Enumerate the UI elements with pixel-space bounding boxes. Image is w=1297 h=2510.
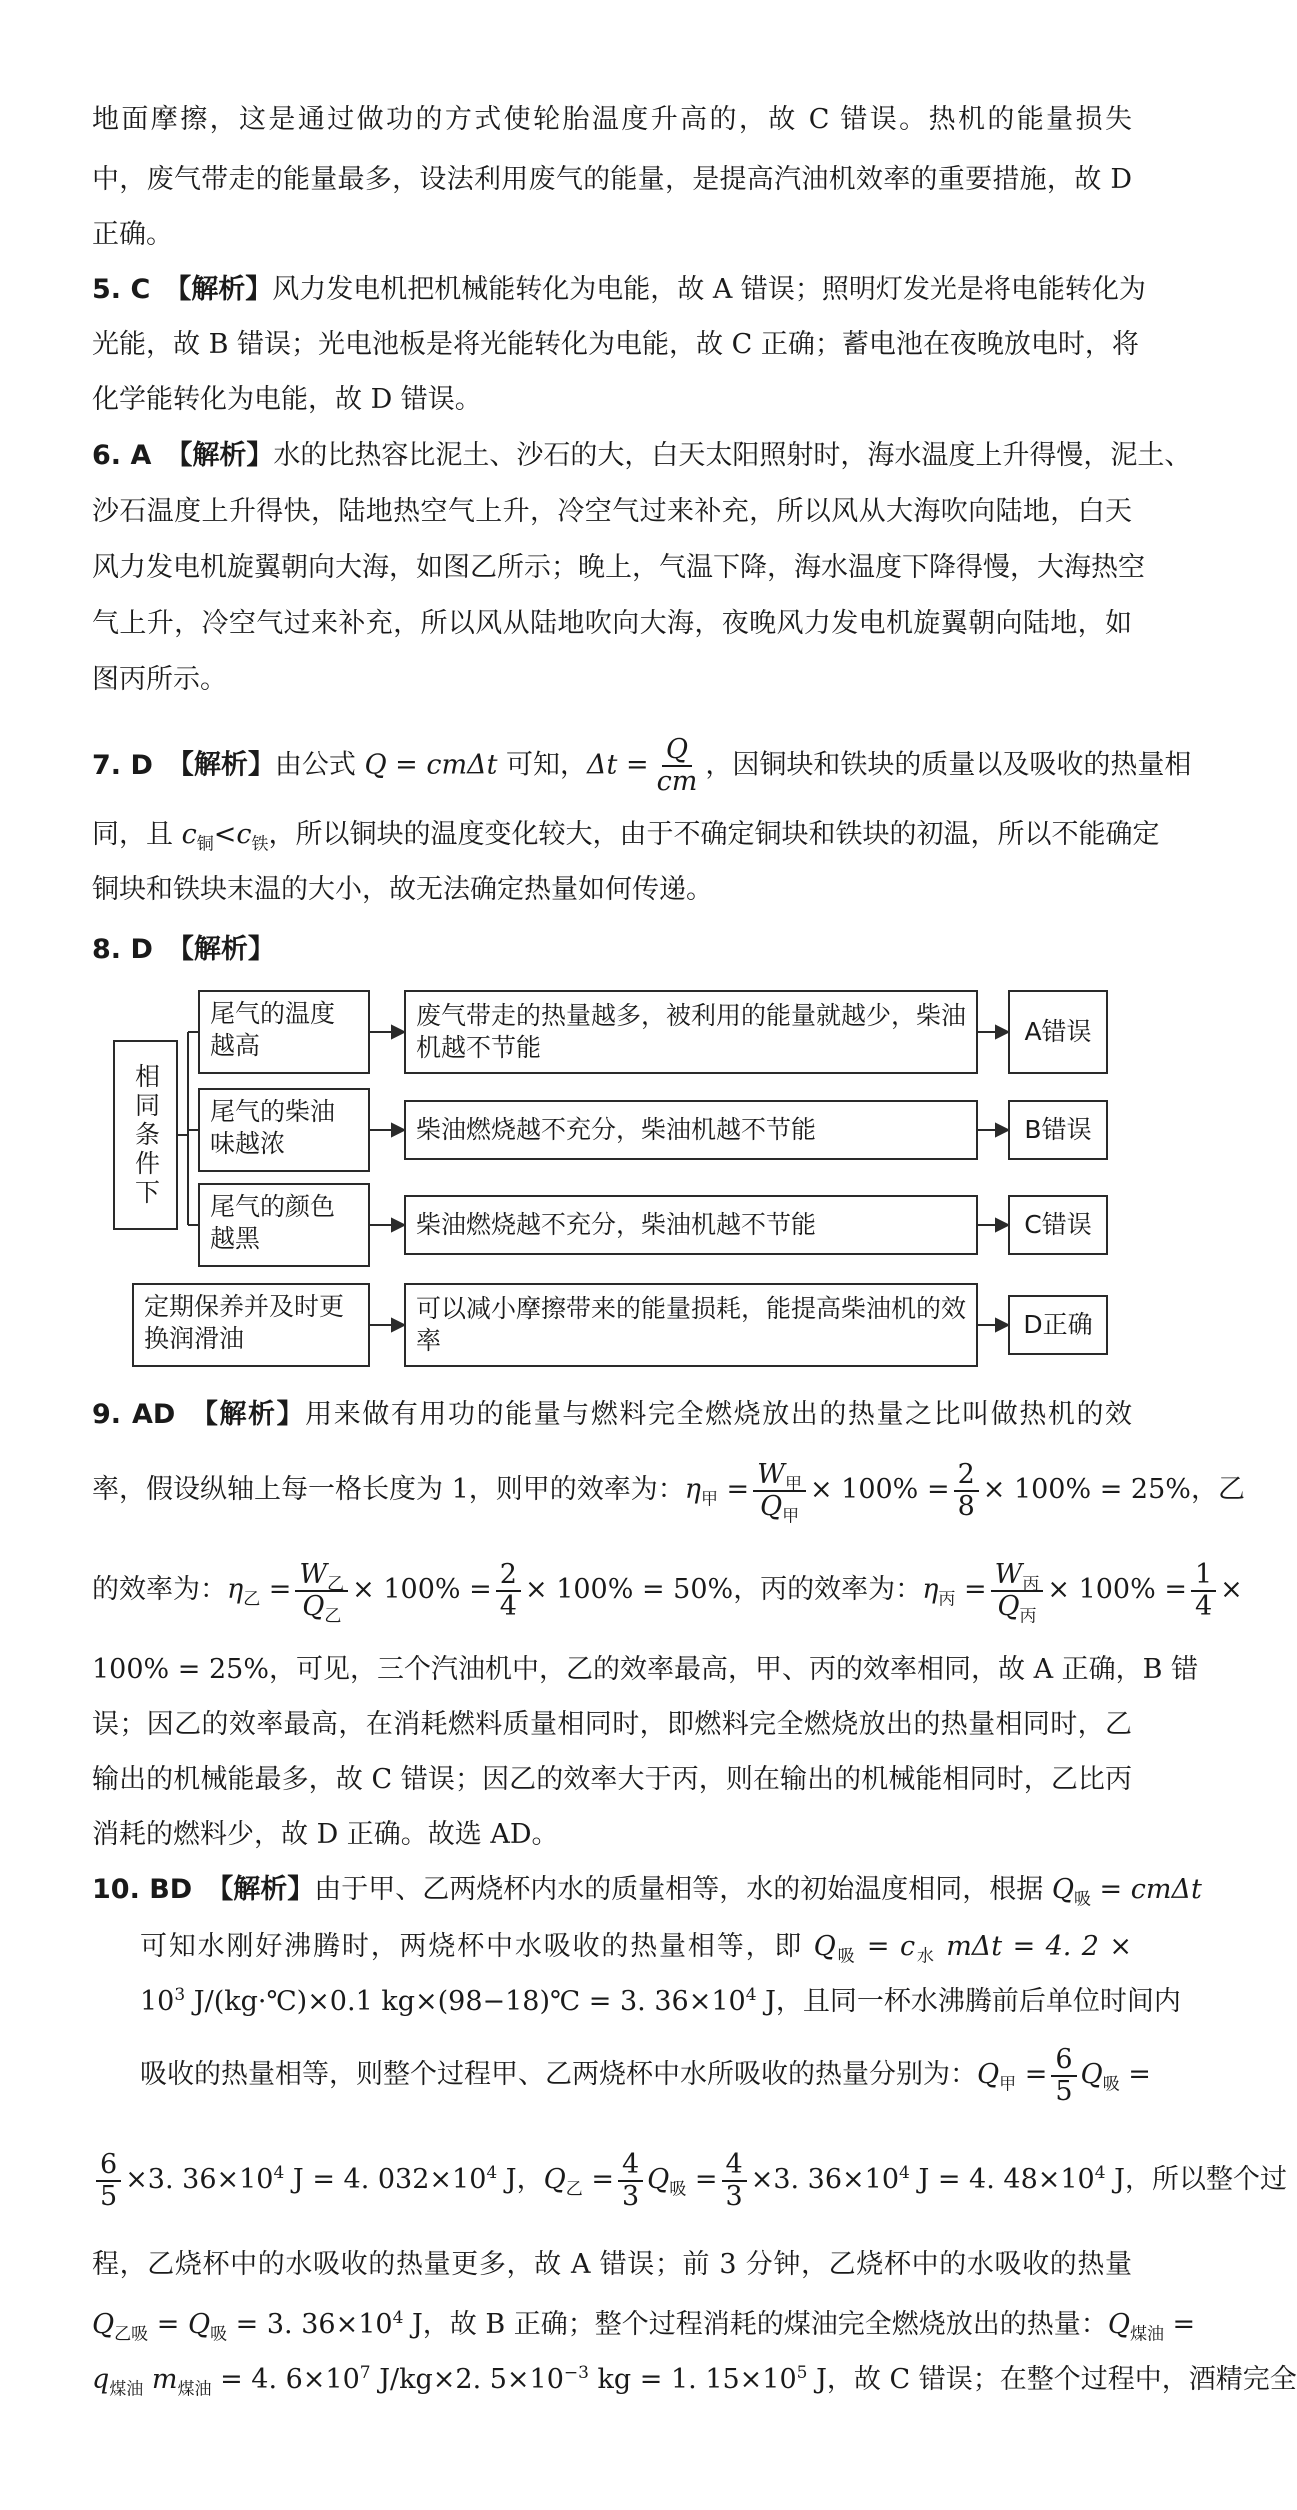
- numerator: 1: [1191, 1560, 1216, 1592]
- text: 同，且: [92, 819, 182, 850]
- diagram-root: 相同条件下: [113, 1040, 178, 1230]
- superscript: −3: [563, 2363, 589, 2383]
- text: J，故 B 正确；整个过程消耗的煤油完全燃烧放出的热量：: [403, 2309, 1108, 2340]
- text: J，且同一杯水沸腾前后单位时间内: [756, 1986, 1181, 2017]
- fraction: [722, 2150, 747, 2212]
- symbol: Q: [977, 2059, 1000, 2090]
- numerator: W: [299, 1558, 328, 1590]
- text: J/(kg·℃)×0.1 kg×(98−18)℃ = 3. 36×10: [185, 1986, 746, 2017]
- symbol: =: [1172, 2309, 1196, 2340]
- numerator: 2: [496, 1560, 521, 1592]
- text-line: [92, 2305, 1196, 2345]
- text: × 100% = 25%: [982, 1474, 1191, 1505]
- subscript: 丙: [938, 1589, 956, 1610]
- denominator: Q: [302, 1590, 325, 1622]
- text: 率，假设纵轴上每一格长度为 1，则甲的效率为：: [92, 1474, 685, 1505]
- text: ，乙: [1190, 1474, 1245, 1505]
- denominator: 5: [100, 2180, 118, 2212]
- text: =: [856, 1931, 900, 1962]
- subscript: 吸: [835, 1946, 857, 1967]
- text: × 100%: [809, 1474, 919, 1505]
- text-line: 气上升，冷空气过来补充，所以风从陆地吹向大海，夜晚风力发电机旋翼朝向陆地，如: [92, 608, 1132, 639]
- fraction: [295, 1558, 348, 1626]
- subscript: 乙: [243, 1589, 261, 1610]
- subscript: 吸: [669, 2179, 687, 2200]
- text-line: 输出的机械能最多，故 C 错误；因乙的效率大于丙，则在输出的机械能相同时，乙比丙: [92, 1764, 1132, 1795]
- text: 风力发电机把机械能转化为电能，故 A 错误；照明灯发光是将电能转化为: [272, 274, 1146, 305]
- symbol: =: [726, 1474, 750, 1505]
- text-line: 消耗的燃料少，故 D 正确。故选 AD。: [92, 1819, 559, 1850]
- fraction: [618, 2150, 643, 2212]
- symbol: η: [227, 1574, 244, 1605]
- subscript: 吸: [210, 2324, 228, 2345]
- fraction: [496, 1560, 521, 1622]
- symbol: <: [213, 819, 237, 850]
- text: J，故 C 错误；在整个过程中，酒精完全: [807, 2364, 1297, 2395]
- text-line: 中，废气带走的能量最多，设法利用废气的能量，是提高汽油机效率的重要措施，故 D: [92, 164, 1132, 195]
- text-line: 化学能转化为电能，故 D 错误。: [92, 384, 482, 415]
- symbol: Q: [187, 2309, 211, 2340]
- symbol: Q: [647, 2164, 670, 2195]
- symbol: =: [694, 2164, 718, 2195]
- numerator: Q: [662, 735, 692, 767]
- text-line: 铜块和铁块末温的大小，故无法确定热量如何传递。: [92, 874, 713, 905]
- text-line: 图丙所示。: [92, 664, 227, 695]
- analysis-tag: 【解析】: [165, 440, 274, 471]
- subscript: 煤油: [1129, 2324, 1164, 2345]
- text: × 100%: [352, 1574, 461, 1605]
- denominator: 3: [725, 2180, 743, 2212]
- symbol: c: [236, 819, 252, 850]
- subscript: 吸: [1102, 2074, 1120, 2095]
- text-line: 地面摩擦，这是通过做功的方式使轮胎温度升高的，故 C 错误。热机的能量损失: [92, 104, 1132, 135]
- question-number: 9. AD: [92, 1399, 176, 1430]
- text: ，所以铜块的温度变化较大，由于不确定铜块和铁块的初温，所以不能确定: [268, 819, 1160, 850]
- text-line: 100% = 25%，可见，三个汽油机中，乙的效率最高，甲、丙的效率相同，故 A 正确，B 错: [92, 1654, 1199, 1685]
- subscript: 铜: [196, 834, 214, 855]
- numerator: 4: [618, 2150, 643, 2182]
- symbol: m: [151, 2364, 178, 2395]
- diagram-condition-4: 定期保养并及时更换润滑油: [132, 1283, 370, 1367]
- text-line: 风力发电机旋翼朝向大海，如图乙所示；晚上，气温下降，海水温度下降得慢，大海热空: [92, 552, 1145, 583]
- question-number: 6. A: [92, 440, 152, 471]
- symbol: =: [1024, 2059, 1048, 2090]
- text: J = 4. 48×10: [909, 2164, 1095, 2195]
- text-line: 光能，故 B 错误；光电池板是将光能转化为电能，故 C 正确；蓄电池在夜晚放电时，将: [92, 329, 1139, 360]
- symbol: ×: [1220, 1574, 1243, 1605]
- text: 可知，: [497, 749, 588, 781]
- text-line: 正确。: [92, 219, 173, 250]
- subscript: 乙: [327, 1573, 345, 1594]
- subscript: 煤油: [109, 2379, 144, 2400]
- diagram-condition-1: 尾气的温度越高: [198, 990, 370, 1074]
- symbol: Q: [1080, 2059, 1103, 2090]
- text: 的效率为：: [92, 1574, 227, 1605]
- text-line: [92, 2145, 1287, 2215]
- text-line: 误；因乙的效率最高，在消耗燃料质量相同时，即燃料完全燃烧放出的热量相同时，乙: [92, 1709, 1132, 1740]
- text: 由公式: [274, 749, 365, 781]
- diagram-condition-2: 尾气的柴油味越浓: [198, 1088, 370, 1172]
- symbol: =: [156, 2309, 180, 2340]
- text: 吸收的热量相等，则整个过程甲、乙两烧杯中水所吸收的热量分别为：: [140, 2059, 977, 2090]
- symbol: c: [181, 819, 197, 850]
- question-number: 7. D: [92, 749, 153, 781]
- text: kg = 1. 15×10: [588, 2364, 797, 2395]
- text: ，因铜块和铁块的质量以及吸收的热量相: [705, 749, 1192, 781]
- text: J，: [497, 2164, 544, 2195]
- symbol: Q: [543, 2164, 566, 2195]
- text: 水的比热容比泥土、沙石的大，白天太阳照射时，海水温度上升得慢，泥土、: [273, 440, 1192, 471]
- symbol: Q: [813, 1931, 836, 1962]
- symbol: =: [469, 1574, 492, 1605]
- formula: = cmΔt: [1090, 1874, 1202, 1905]
- symbol: =: [1128, 2059, 1151, 2090]
- symbol: η: [684, 1474, 701, 1505]
- symbol: =: [963, 1574, 987, 1605]
- diagram-result-1: A错误: [1008, 990, 1108, 1074]
- symbol: =: [591, 2164, 614, 2195]
- superscript: 4: [273, 2163, 285, 2183]
- fraction: [1191, 1560, 1216, 1622]
- denominator: Q: [997, 1590, 1020, 1622]
- symbol: η: [922, 1574, 939, 1605]
- analysis-tag: 【解析】: [164, 274, 273, 305]
- subscript: 甲: [700, 1489, 718, 1510]
- formula: Δt =: [587, 749, 649, 781]
- symbol: =: [926, 1474, 950, 1505]
- fraction: [753, 1458, 806, 1526]
- text-line: [92, 2360, 1297, 2400]
- diagram-reason-4: 可以减小摩擦带来的能量损耗，能提高柴油机的效率: [404, 1283, 978, 1367]
- text: 可知水刚好沸腾时，两烧杯中水吸收的热量相等，即: [140, 1931, 814, 1962]
- symbol: c: [899, 1931, 916, 1962]
- analysis-tag: 【解析】: [189, 1399, 306, 1430]
- text: ×3. 36×10: [125, 2164, 274, 2195]
- diagram-result-3: C错误: [1008, 1195, 1108, 1255]
- formula: mΔt = 4. 2 ×: [935, 1931, 1133, 1962]
- diagram-result-2: B错误: [1008, 1100, 1108, 1160]
- text: = 4. 6×10: [211, 2364, 360, 2395]
- symbol: =: [1164, 1574, 1187, 1605]
- question-number: 8. D: [92, 934, 153, 965]
- text-line: [140, 1982, 1181, 2022]
- subscript: 甲: [784, 1473, 802, 1494]
- diagram-condition-3: 尾气的颜色越黑: [198, 1183, 370, 1267]
- symbol: Q: [1051, 1874, 1074, 1905]
- fraction: [96, 2150, 121, 2212]
- diagram-reason-1: 废气带走的热量越多，被利用的能量就越少，柴油机越不节能: [404, 990, 978, 1074]
- symbol: q: [92, 2364, 110, 2395]
- fraction: [991, 1558, 1044, 1626]
- question-9-line: [92, 1395, 1132, 1435]
- formula: Q = cmΔt: [364, 749, 498, 781]
- question-number: 10. BD: [92, 1874, 193, 1905]
- fraction: [954, 1460, 979, 1522]
- text: 用来做有用功的能量与燃料完全燃烧放出的热量之比叫做热机的效: [305, 1399, 1133, 1430]
- subscript: 水: [915, 1946, 936, 1967]
- text: J/kg×2. 5×10: [370, 2364, 564, 2395]
- denominator: Q: [759, 1490, 783, 1522]
- subscript: 煤油: [177, 2379, 212, 2400]
- denominator: cm: [656, 766, 698, 797]
- subscript: 丙: [1022, 1573, 1040, 1594]
- denominator: 5: [1055, 2075, 1073, 2107]
- subscript: 吸: [1073, 1889, 1091, 1910]
- subscript: 甲: [782, 1505, 800, 1526]
- superscript: 7: [359, 2363, 371, 2383]
- subscript: 甲: [999, 2074, 1017, 2095]
- subscript: 丙: [1019, 1605, 1037, 1626]
- numerator: 6: [96, 2150, 121, 2182]
- text: = 3. 36×10: [227, 2309, 393, 2340]
- subscript: 乙吸: [114, 2324, 149, 2345]
- subscript: 铁: [251, 834, 269, 855]
- text-line: [92, 1555, 1243, 1626]
- superscript: 5: [796, 2363, 808, 2383]
- text: 10: [140, 1986, 175, 2017]
- diagram-reason-2: 柴油燃烧越不充分，柴油机越不节能: [404, 1100, 978, 1160]
- numerator: W: [994, 1558, 1023, 1590]
- fraction: [1051, 2045, 1076, 2107]
- analysis-tag: 【解析】: [206, 1874, 315, 1905]
- numerator: 2: [954, 1460, 979, 1492]
- superscript: 4: [486, 2163, 498, 2183]
- text: × 100%: [1047, 1574, 1156, 1605]
- diagram-reason-3: 柴油燃烧越不充分，柴油机越不节能: [404, 1195, 978, 1255]
- superscript: 4: [745, 1985, 757, 2005]
- denominator: 3: [621, 2180, 640, 2212]
- text-line: [92, 1455, 1245, 1526]
- text-line: [140, 1927, 1132, 1967]
- text: 由于甲、乙两烧杯内水的质量相等，水的初始温度相同，根据: [314, 1874, 1052, 1905]
- superscript: 3: [174, 1985, 186, 2005]
- question-number: 5. C: [92, 274, 151, 305]
- superscript: 4: [392, 2308, 404, 2328]
- text: ，丙的效率为：: [733, 1574, 923, 1605]
- numerator: W: [757, 1458, 785, 1490]
- denominator: 4: [499, 1590, 517, 1622]
- subscript: 乙: [324, 1605, 342, 1626]
- text: J = 4. 032×10: [284, 2164, 487, 2195]
- symbol: Q: [92, 2309, 115, 2340]
- text: × 100% = 50%: [524, 1574, 734, 1605]
- denominator: 4: [1194, 1590, 1213, 1622]
- numerator: 4: [722, 2150, 747, 2182]
- subscript: 乙: [565, 2179, 583, 2200]
- analysis-tag: 【解析】: [166, 749, 275, 781]
- superscript: 4: [899, 2163, 910, 2183]
- numerator: 6: [1051, 2045, 1076, 2077]
- text-line: 程，乙烧杯中的水吸收的热量更多，故 A 错误；前 3 分钟，乙烧杯中的水吸收的热量: [92, 2249, 1132, 2280]
- denominator: 8: [957, 1490, 975, 1522]
- symbol: Q: [1107, 2309, 1130, 2340]
- symbol: =: [268, 1574, 292, 1605]
- text-line: 沙石温度上升得快，陆地热空气上升，冷空气过来补充，所以风从大海吹向陆地，白天: [92, 496, 1132, 527]
- diagram-result-4: D正确: [1008, 1295, 1108, 1355]
- superscript: 4: [1094, 2163, 1106, 2183]
- analysis-tag: 【解析】: [166, 934, 275, 965]
- text: ×3. 36×10: [750, 2164, 900, 2195]
- text-line: [140, 2040, 1151, 2110]
- text: J，所以整个过: [1105, 2164, 1287, 2195]
